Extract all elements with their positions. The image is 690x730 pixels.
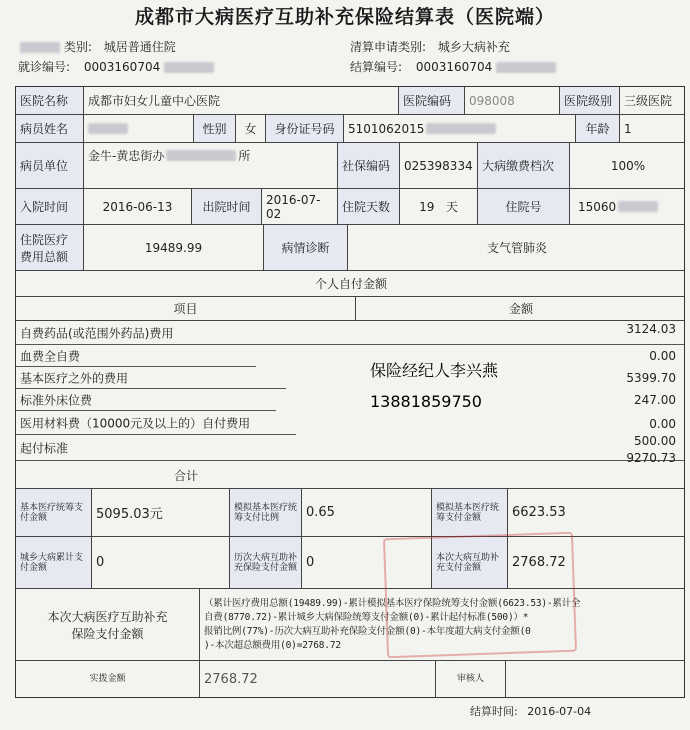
pay-level-label: 大病缴费档次 [478, 143, 570, 188]
settle-no-line [350, 58, 556, 75]
this-label: 本次大病互助补充支付金额 [432, 537, 508, 588]
hist-value: 0 [302, 537, 432, 588]
formula-line-1: （累计医疗费用总额(19489.99)-累计模拟基本医疗保险统筹支付金额(6623.53)-累计全 [204, 597, 581, 609]
discharge-value: 2016-07-02 [262, 189, 338, 224]
formula-label-1: 本次大病医疗互助补充 [47, 609, 168, 624]
hospital-name-value: 成都市妇女儿童中心医院 [84, 87, 399, 114]
hospital-stamp-image [383, 532, 577, 659]
phone-overlay: 13881859750 [370, 392, 482, 411]
item-amount: 247.00 [634, 393, 676, 407]
settle-no-label: 结算编号: [350, 60, 403, 74]
self-pay-item [16, 345, 256, 367]
item-amount: 0.00 [649, 417, 676, 431]
actual-label: 实拨金额 [16, 661, 200, 697]
age-label: 年龄 [576, 115, 620, 142]
ratio-label: 模拟基本医疗统筹支付比例 [230, 489, 302, 536]
item-amount: 5399.70 [626, 371, 676, 385]
admit-value: 2016-06-13 [84, 189, 192, 224]
total-label-1: 住院医疗 [20, 232, 69, 247]
self-pay-total [16, 463, 684, 489]
gender-value: 女 [236, 115, 266, 142]
settle-type-value: 城乡大病补充 [437, 40, 510, 54]
self-pay-items [16, 321, 684, 463]
item-label: 自费药品(或范围外药品)费用 [20, 326, 174, 340]
self-pay-section [16, 271, 684, 297]
diag-value: 支气管肺炎 [486, 241, 547, 255]
item-amount: 500.00 [634, 434, 676, 448]
reviewer-value [506, 661, 686, 697]
self-pay-title: 个人自付金额 [314, 277, 387, 291]
item-amount: 0.00 [649, 349, 676, 363]
hist-label: 历次大病互助补充保险支付金额 [230, 537, 302, 588]
total-value: 19489.99 [84, 225, 264, 270]
id-value [344, 115, 576, 142]
row-unit [16, 143, 684, 189]
self-pay-item [16, 435, 684, 461]
formula-row [16, 589, 684, 661]
settle-date [470, 703, 591, 719]
age-value: 1 [624, 121, 632, 136]
bottom-row [16, 661, 684, 697]
basic-label: 基本医疗统筹支付金额 [16, 489, 92, 536]
total-label [16, 225, 84, 270]
formula-line-2: 自费(8770.72)-累计城乡大病保险统筹支付金额(0)-累计起付标准(500)）* [204, 611, 529, 623]
days-number: 19 [419, 199, 435, 214]
patient-name-label: 病员姓名 [16, 115, 84, 142]
settle-no-value: 0003160704 [415, 60, 493, 74]
reviewer-label: 审核人 [436, 661, 506, 697]
hospital-level-value: 三级医院 [624, 94, 673, 108]
pay-level-value: 100% [610, 158, 646, 173]
formula-line-4: )-本次超总额费用(0)=2768.72 [204, 639, 341, 651]
admit-label: 入院时间 [16, 189, 84, 224]
this-value: 2768.72 [512, 555, 566, 570]
visit-no-line [18, 58, 214, 75]
total-amount: 9270.73 [626, 451, 676, 465]
formula-label [16, 589, 200, 660]
hospital-name-label: 医院名称 [16, 87, 84, 114]
unit-suffix: 所 [238, 149, 251, 163]
settle-type-label: 清算申请类别: [350, 40, 427, 54]
inpatient-no-text: 15060 [578, 199, 617, 214]
row-dates [16, 189, 684, 225]
sim-pay-value: 6623.53 [512, 505, 566, 520]
settlement-table [15, 86, 685, 698]
discharge-label: 出院时间 [192, 189, 262, 224]
settle-type-line [350, 38, 510, 55]
self-pay-item [16, 321, 684, 345]
settle-date-label: 结算时间: [470, 705, 518, 718]
unit-text: 金牛-黄忠街办 [88, 149, 165, 163]
self-pay-item [16, 411, 296, 435]
unit-value [84, 143, 338, 188]
patient-name-value [84, 115, 194, 142]
total-label: 合计 [173, 469, 198, 483]
visit-no-label: 就诊编号: [18, 60, 71, 74]
inpatient-no-value [570, 189, 686, 224]
hospital-code-value: 098008 [465, 87, 560, 114]
diag-label: 病情诊断 [264, 225, 348, 270]
visit-no-value: 0003160704 [83, 60, 161, 74]
hospital-level-label: 医院级别 [560, 87, 620, 114]
sim-row-2 [16, 537, 684, 589]
days-label: 住院天数 [338, 189, 400, 224]
self-pay-item [16, 367, 286, 389]
formula-line-3: 报销比例(77%)-历次大病互助补充保险支付金额(0)-本年度超大病支付金额(0 [204, 625, 531, 637]
item-amount: 3124.03 [626, 322, 676, 336]
category-value: 城居普通住院 [103, 40, 176, 54]
category-label: 类别: [63, 40, 92, 54]
agent-overlay: 保险经纪人李兴燕 [370, 361, 499, 380]
inpatient-no-label: 住院号 [478, 189, 570, 224]
col-amount: 金额 [508, 302, 533, 316]
basic-value: 5095.03元 [92, 489, 230, 536]
row-hospital [16, 87, 684, 115]
actual-value: 2768.72 [200, 661, 436, 697]
prev-value: 0 [92, 537, 230, 588]
row-patient [16, 115, 684, 143]
sim-row-1 [16, 489, 684, 537]
prev-label: 城乡大病累计支付金额 [16, 537, 92, 588]
hospital-code-label: 医院编码 [399, 87, 465, 114]
col-item: 项目 [16, 297, 356, 320]
settle-date-value: 2016-07-04 [527, 705, 592, 718]
total-label-2: 费用总额 [20, 249, 69, 264]
item-label: 血费全自费 [20, 349, 81, 363]
ss-code-label: 社保编码 [338, 143, 400, 188]
unit-label: 病员单位 [16, 143, 84, 188]
row-total [16, 225, 684, 271]
gender-label: 性别 [194, 115, 236, 142]
id-number: 5101062015 [348, 121, 425, 136]
days-unit: 天 [445, 200, 458, 214]
item-label: 起付标准 [20, 441, 69, 455]
page-title: 成都市大病医疗互助补充保险结算表（医院端） [134, 6, 555, 28]
sim-pay-label: 模拟基本医疗统筹支付金额 [432, 489, 508, 536]
item-label: 标准外床位费 [20, 393, 93, 407]
item-label: 基本医疗之外的费用 [20, 371, 129, 385]
formula-label-2: 保险支付金额 [71, 626, 144, 641]
item-label: 医用材料费（10000元及以上的）自付费用 [20, 416, 251, 430]
ratio-value: 0.65 [302, 489, 432, 536]
category-line [20, 38, 176, 55]
self-pay-header [16, 297, 684, 321]
self-pay-item [16, 389, 276, 411]
id-label: 身份证号码 [266, 115, 344, 142]
days-value [400, 189, 478, 224]
ss-code-value: 025398334 [400, 143, 478, 188]
